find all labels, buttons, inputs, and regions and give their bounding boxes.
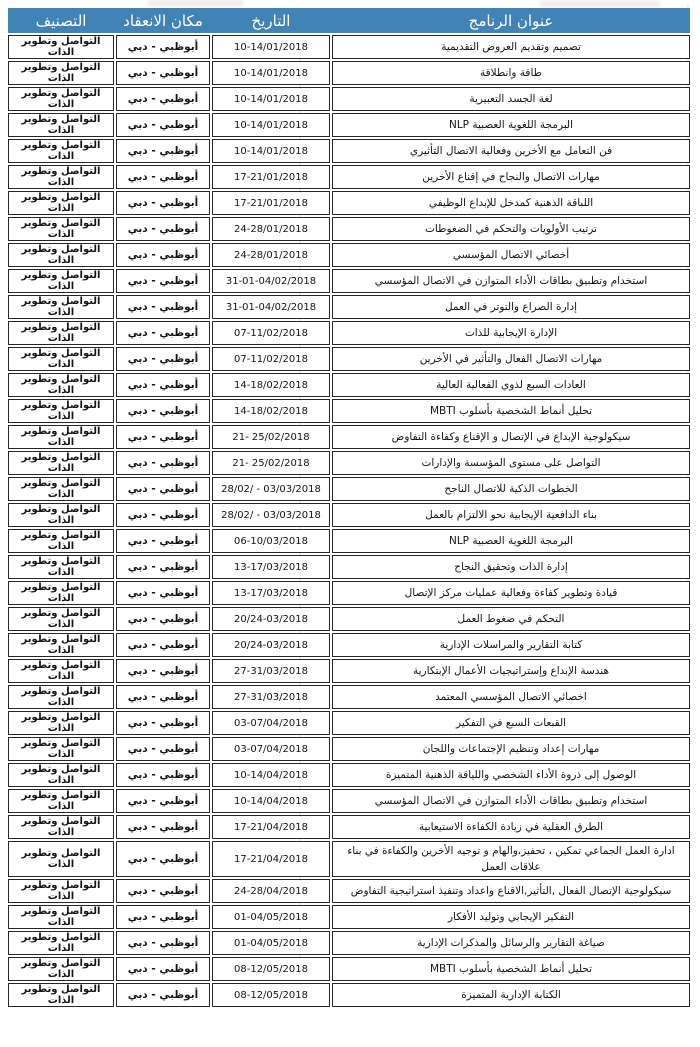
cell-date: 20/24-03/2018	[212, 633, 330, 657]
table-row	[8, 879, 690, 903]
cell-date: 10-14/01/2018	[212, 139, 330, 163]
cell-category: التواصل وتطوير الذات	[8, 269, 114, 293]
cell-date: 10-14/04/2018	[212, 763, 330, 787]
cell-category: التواصل وتطوير الذات	[8, 191, 114, 215]
cell-date: 20/24-03/2018	[212, 607, 330, 631]
table-row	[8, 737, 690, 761]
column-header-program-title: عنوان الرنامج	[468, 11, 554, 30]
cell-venue: أبوظبي - دبي	[116, 529, 210, 553]
cell-date: 03-07/04/2018	[212, 737, 330, 761]
cell-program-title: العادات السبع لذوي الفعالية العالية	[332, 373, 690, 397]
table-row	[8, 529, 690, 553]
cell-venue: أبوظبي - دبي	[116, 737, 210, 761]
cell-category: التواصل وتطوير الذات	[8, 711, 114, 735]
cell-venue: أبوظبي - دبي	[116, 35, 210, 59]
cell-program-title: مهارات إعداد وتنظيم الإجتماعات واللجان	[332, 737, 690, 761]
cell-date: 27-31/03/2018	[212, 685, 330, 709]
cell-category: التواصل وتطوير الذات	[8, 87, 114, 111]
cell-venue: أبوظبي - دبي	[116, 113, 210, 137]
table-row	[8, 347, 690, 371]
cell-venue: أبوظبي - دبي	[116, 607, 210, 631]
cell-category: التواصل وتطوير الذات	[8, 321, 114, 345]
cell-date: 08-12/05/2018	[212, 983, 330, 1007]
cell-program-title: استخدام وتطبيق بطاقات الأداء المتوازن في الاتصال المؤسسي	[332, 789, 690, 813]
table-row	[8, 399, 690, 423]
table-body	[8, 35, 690, 1007]
table-row	[8, 789, 690, 813]
cell-category: التواصل وتطوير الذات	[8, 905, 114, 929]
table-row	[8, 841, 690, 877]
cell-program-title: هندسة الإبداع وإستراتيجيات الأعمال الإبتكارية	[332, 659, 690, 683]
cell-program-title: الوصول إلى ذروة الأداء الشخصي واللياقة الذهنية المتميزة	[332, 763, 690, 787]
cell-date: 24-28/01/2018	[212, 217, 330, 241]
cell-venue: أبوظبي - دبي	[116, 581, 210, 605]
cell-program-title: التفكير الإيجابي وتوليد الأفكار	[332, 905, 690, 929]
cell-program-title: ترتيب الأولويات والتحكم في الضغوطات	[332, 217, 690, 241]
table-row	[8, 373, 690, 397]
column-header-category: التصنيف	[35, 11, 87, 30]
cell-category: التواصل وتطوير الذات	[8, 477, 114, 501]
cell-category: التواصل وتطوير الذات	[8, 139, 114, 163]
cell-category: التواصل وتطوير الذات	[8, 879, 114, 903]
cell-program-title: الطرق العقلية في زيادة الكفاءة الاستيعابية	[332, 815, 690, 839]
cell-venue: أبوظبي - دبي	[116, 191, 210, 215]
cell-category: التواصل وتطوير الذات	[8, 451, 114, 475]
cell-date: 17-21/04/2018	[212, 815, 330, 839]
cell-date: 10-14/01/2018	[212, 113, 330, 137]
cell-date: 07-11/02/2018	[212, 347, 330, 371]
cell-venue: أبوظبي - دبي	[116, 347, 210, 371]
cell-venue: أبوظبي - دبي	[116, 789, 210, 813]
cell-program-title: مهارات الاتصال والنجاح في إقناع الأخرين	[332, 165, 690, 189]
table-row	[8, 477, 690, 501]
cell-category: التواصل وتطوير الذات	[8, 373, 114, 397]
cell-date: 10-14/04/2018	[212, 789, 330, 813]
cell-venue: أبوظبي - دبي	[116, 477, 210, 501]
table-row	[8, 165, 690, 189]
cell-category: التواصل وتطوير الذات	[8, 243, 114, 267]
cell-program-title: التحكم في ضغوط العمل	[332, 607, 690, 631]
cell-date: 31-01-04/02/2018	[212, 295, 330, 319]
cell-date: 24-28/04/2018	[212, 879, 330, 903]
cell-date: 21- 25/02/2018	[212, 451, 330, 475]
cell-venue: أبوظبي - دبي	[116, 243, 210, 267]
table-row	[8, 931, 690, 955]
cell-program-title: إدارة الذات وتحقيق النجاح	[332, 555, 690, 579]
cell-category: التواصل وتطوير الذات	[8, 815, 114, 839]
cell-venue: أبوظبي - دبي	[116, 399, 210, 423]
cell-venue: أبوظبي - دبي	[116, 685, 210, 709]
table-row	[8, 139, 690, 163]
table-row	[8, 685, 690, 709]
cell-date: 08-12/05/2018	[212, 957, 330, 981]
scan-smudge-artifact	[148, 0, 243, 6]
cell-venue: أبوظبي - دبي	[116, 983, 210, 1007]
cell-venue: أبوظبي - دبي	[116, 763, 210, 787]
cell-program-title: البرمجة اللغوية العصبية NLP	[332, 529, 690, 553]
cell-category: التواصل وتطوير الذات	[8, 737, 114, 761]
cell-category: التواصل وتطوير الذات	[8, 931, 114, 955]
cell-date: 10-14/01/2018	[212, 35, 330, 59]
cell-category: التواصل وتطوير الذات	[8, 659, 114, 683]
cell-venue: أبوظبي - دبي	[116, 139, 210, 163]
cell-venue: أبوظبي - دبي	[116, 425, 210, 449]
cell-category: التواصل وتطوير الذات	[8, 633, 114, 657]
cell-category: التواصل وتطوير الذات	[8, 841, 114, 877]
table-row	[8, 217, 690, 241]
table-row	[8, 269, 690, 293]
cell-venue: أبوظبي - دبي	[116, 815, 210, 839]
cell-program-title: لغة الجسد التعبيرية	[332, 87, 690, 111]
cell-date: 01-04/05/2018	[212, 905, 330, 929]
cell-program-title: تحليل أنماط الشخصية بأسلوب MBTI	[332, 399, 690, 423]
cell-venue: أبوظبي - دبي	[116, 87, 210, 111]
cell-program-title: استخدام وتطبيق بطاقات الأداء المتوازن في الاتصال المؤسسي	[332, 269, 690, 293]
cell-date: 06-10/03/2018	[212, 529, 330, 553]
table-row	[8, 905, 690, 929]
cell-category: التواصل وتطوير الذات	[8, 113, 114, 137]
table-row	[8, 581, 690, 605]
cell-program-title: اللباقة الذهنية كمدخل للإبداع الوظيفي	[332, 191, 690, 215]
cell-venue: أبوظبي - دبي	[116, 841, 210, 877]
cell-program-title: القبعات السبع في التفكير	[332, 711, 690, 735]
cell-venue: أبوظبي - دبي	[116, 217, 210, 241]
cell-category: التواصل وتطوير الذات	[8, 61, 114, 85]
cell-category: التواصل وتطوير الذات	[8, 399, 114, 423]
cell-date: 10-14/01/2018	[212, 87, 330, 111]
table-row	[8, 957, 690, 981]
cell-program-title: قيادة وتطوير كفاءة وفعالية عمليات مركز الإتصال	[332, 581, 690, 605]
table-row	[8, 763, 690, 787]
cell-category: التواصل وتطوير الذات	[8, 957, 114, 981]
cell-category: التواصل وتطوير الذات	[8, 789, 114, 813]
cell-venue: أبوظبي - دبي	[116, 451, 210, 475]
cell-venue: أبوظبي - دبي	[116, 295, 210, 319]
cell-category: التواصل وتطوير الذات	[8, 217, 114, 241]
table-row	[8, 113, 690, 137]
cell-program-title: بناء الدافعية الإيجابية نحو الالتزام بالعمل	[332, 503, 690, 527]
cell-program-title: كتابة التقارير والمراسلات الإدارية	[332, 633, 690, 657]
cell-date: 17-21/01/2018	[212, 191, 330, 215]
cell-program-title: تحليل أنماط الشخصية بأسلوب MBTI	[332, 957, 690, 981]
cell-venue: أبوظبي - دبي	[116, 633, 210, 657]
table-row	[8, 321, 690, 345]
cell-category: التواصل وتطوير الذات	[8, 503, 114, 527]
table-row	[8, 983, 690, 1007]
table-row	[8, 87, 690, 111]
cell-category: التواصل وتطوير الذات	[8, 685, 114, 709]
cell-category: التواصل وتطوير الذات	[8, 529, 114, 553]
cell-category: التواصل وتطوير الذات	[8, 347, 114, 371]
cell-date: 17-21/01/2018	[212, 165, 330, 189]
cell-date: 01-04/05/2018	[212, 931, 330, 955]
cell-category: التواصل وتطوير الذات	[8, 555, 114, 579]
table-row	[8, 61, 690, 85]
cell-venue: أبوظبي - دبي	[116, 957, 210, 981]
cell-venue: أبوظبي - دبي	[116, 269, 210, 293]
table-row	[8, 607, 690, 631]
cell-date: 13-17/03/2018	[212, 581, 330, 605]
table-row	[8, 555, 690, 579]
scan-smudge-artifact	[540, 0, 660, 8]
cell-program-title: اخصائي الاتصال المؤسسي المعتمد	[332, 685, 690, 709]
cell-program-title: التواصل على مستوى المؤسسة والإدارات	[332, 451, 690, 475]
cell-date: 14-18/02/2018	[212, 373, 330, 397]
cell-date: 03-07/04/2018	[212, 711, 330, 735]
table-row	[8, 659, 690, 683]
training-programs-table	[8, 8, 690, 1009]
cell-venue: أبوظبي - دبي	[116, 373, 210, 397]
table-row	[8, 425, 690, 449]
cell-date: 27-31/03/2018	[212, 659, 330, 683]
cell-program-title: ادارة العمل الجماعي تمكين ، تحفيز،والهام و توجيه الأخرين والكفاءة في بناء علاقات العمل	[332, 841, 690, 877]
table-row	[8, 35, 690, 59]
table-row	[8, 191, 690, 215]
cell-date: 10-14/01/2018	[212, 61, 330, 85]
cell-category: التواصل وتطوير الذات	[8, 581, 114, 605]
cell-date: 13-17/03/2018	[212, 555, 330, 579]
table-row	[8, 503, 690, 527]
cell-program-title: تصميم وتقديم العروض التقديمية	[332, 35, 690, 59]
cell-program-title: أخصائي الاتصال المؤسسي	[332, 243, 690, 267]
cell-category: التواصل وتطوير الذات	[8, 35, 114, 59]
column-header-venue: مكان الانعقاد	[123, 11, 203, 30]
cell-program-title: البرمجة اللغوية العصبية NLP	[332, 113, 690, 137]
cell-program-title: فن التعامل مع الأخرين وفعالية الاتصال التأثيري	[332, 139, 690, 163]
cell-venue: أبوظبي - دبي	[116, 555, 210, 579]
cell-program-title: الخطوات الذكية للاتصال الناجح	[332, 477, 690, 501]
cell-category: التواصل وتطوير الذات	[8, 425, 114, 449]
table-row	[8, 295, 690, 319]
cell-date: 28/02/ - 03/03/2018	[212, 503, 330, 527]
cell-category: التواصل وتطوير الذات	[8, 983, 114, 1007]
cell-venue: أبوظبي - دبي	[116, 61, 210, 85]
cell-category: التواصل وتطوير الذات	[8, 607, 114, 631]
cell-date: 31-01-04/02/2018	[212, 269, 330, 293]
table-header-row	[8, 8, 690, 33]
cell-venue: أبوظبي - دبي	[116, 659, 210, 683]
cell-date: 07-11/02/2018	[212, 321, 330, 345]
cell-category: التواصل وتطوير الذات	[8, 165, 114, 189]
cell-category: التواصل وتطوير الذات	[8, 763, 114, 787]
cell-date: 28/02/ - 03/03/2018	[212, 477, 330, 501]
cell-date: 14-18/02/2018	[212, 399, 330, 423]
cell-program-title: الكتابة الإدارية المتميزة	[332, 983, 690, 1007]
cell-venue: أبوظبي - دبي	[116, 321, 210, 345]
cell-venue: أبوظبي - دبي	[116, 503, 210, 527]
cell-date: 17-21/04/2018	[212, 841, 330, 877]
cell-venue: أبوظبي - دبي	[116, 905, 210, 929]
cell-category: التواصل وتطوير الذات	[8, 295, 114, 319]
table-row	[8, 633, 690, 657]
cell-program-title: سيكولوجية الإتصال الفعال ,التأثير,الاقناع واعداد وتنفيذ استراتيجية التفاوض	[332, 879, 690, 903]
cell-program-title: إدارة الصراع والتوتر في العمل	[332, 295, 690, 319]
cell-program-title: صياغة التقارير والرسائل والمذكرات الإدارية	[332, 931, 690, 955]
table-row	[8, 711, 690, 735]
table-row	[8, 815, 690, 839]
cell-date: 24-28/01/2018	[212, 243, 330, 267]
cell-venue: أبوظبي - دبي	[116, 879, 210, 903]
cell-date: 21- 25/02/2018	[212, 425, 330, 449]
cell-program-title: الإدارة الإيجابية للذات	[332, 321, 690, 345]
cell-program-title: طاقة وانطلاقة	[332, 61, 690, 85]
cell-venue: أبوظبي - دبي	[116, 711, 210, 735]
table-row	[8, 243, 690, 267]
cell-venue: أبوظبي - دبي	[116, 165, 210, 189]
cell-program-title: مهارات الاتصال الفعال والتأثير في الأخرين	[332, 347, 690, 371]
table-row	[8, 451, 690, 475]
cell-program-title: سيكولوجية الإبداع في الإتصال و الإقناع وكفاءة التفاوض	[332, 425, 690, 449]
cell-venue: أبوظبي - دبي	[116, 931, 210, 955]
column-header-date: التاريخ	[251, 11, 291, 30]
